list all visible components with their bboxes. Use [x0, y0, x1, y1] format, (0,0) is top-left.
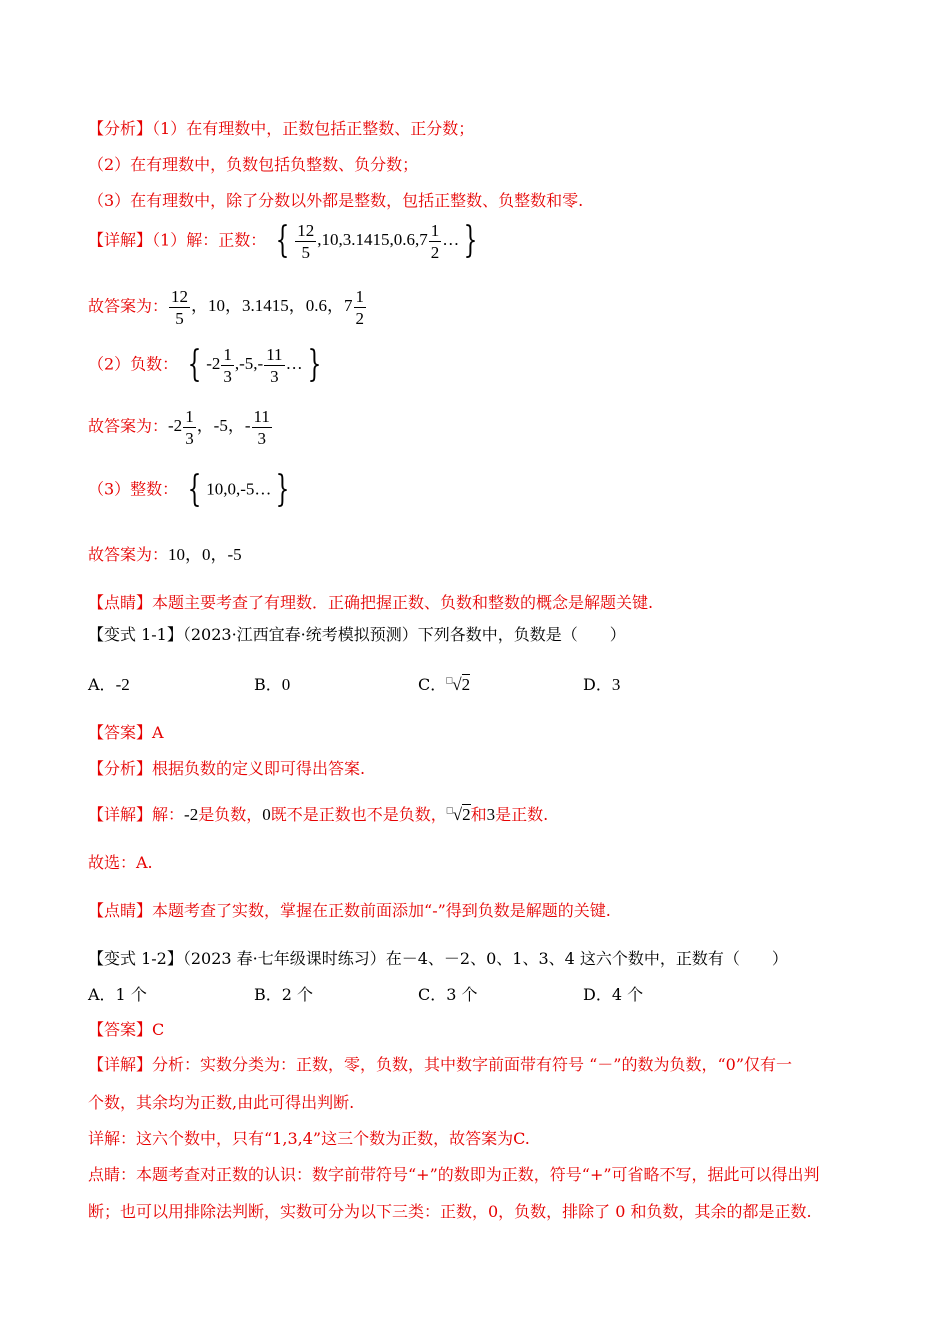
option-b[interactable]: B．0 [254, 675, 291, 694]
detail-1-1: 【详解】解：-2是负数，0既不是正数也不是负数，□√2和3是正数. [88, 805, 549, 824]
detail-line-3: （3）整数： { 10,0,-5… } [88, 469, 290, 510]
detail-1-2-line-2: 个数，其余均为正数,由此可得出判断. [88, 1093, 355, 1112]
detail-line-2: （2）负数： { -2 $\frac{1}{3}$ ,-5,- $\frac{11}{3}$ … } [88, 343, 321, 386]
detail-line-1: 【详解】（1）解：正数： { $\frac{12}{5}$ ,10,3.1415,0.6,7 $\frac{1}{2}$ … } [88, 219, 478, 262]
option-d[interactable]: D．3 [583, 675, 621, 694]
detail-1-2-line-3: 详解：这六个数中，只有“1,3,4”这三个数为正数，故答案为C. [88, 1129, 530, 1148]
point-line-1: 【点睛】本题主要考查了有理数．正确把握正数、负数和整数的概念是解题关键. [88, 593, 654, 612]
analysis-line-2: （2）在有理数中，负数包括负整数、负分数； [88, 155, 419, 174]
option-c-1-2[interactable]: C．3 个 [418, 985, 478, 1004]
detail-1-2-line-5: 断；也可以用排除法判断，实数可分为以下三类：正数，0，负数，排除了 0 和负数，其余的都是正数. [88, 1202, 812, 1221]
option-a[interactable]: A．-2 [88, 675, 130, 694]
integer-set: 10,0,-5… [206, 479, 272, 499]
analysis-tag: 【分析】 [88, 119, 153, 138]
analysis-line-3: （3）在有理数中，除了分数以外都是整数，包括正整数、负整数和零. [88, 191, 584, 210]
option-c[interactable]: C．□√2 [418, 675, 471, 694]
question-1-2: 【变式 1-2】（2023 春·七年级课时练习）在－4、－2、0、1、3、4 这六个数中，正数有（ ） [88, 949, 788, 968]
answer-1-1: 【答案】A [88, 723, 164, 742]
analysis-1-1: 【分析】根据负数的定义即可得出答案. [88, 759, 366, 778]
detail-1-2-line-4: 点睛：本题考查对正数的认识：数字前带符号“+”的数即为正数，符号“+”可省略不写，据此可以得出判 [88, 1165, 820, 1184]
answer-line-2: 故答案为：-2 $\frac{1}{3}$ ，-5，- $\frac{11}{3}$ [88, 407, 270, 448]
option-d-1-2[interactable]: D．4 个 [583, 985, 644, 1004]
positive-set: $\frac{12}{5}$ ,10,3.1415,0.6,7 $\frac{1}{2}$ … [297, 221, 460, 262]
negative-set: -2 $\frac{1}{3}$ ,-5,- $\frac{11}{3}$ … [206, 345, 303, 386]
option-b-1-2[interactable]: B．2 个 [254, 985, 314, 1004]
option-a-1-2[interactable]: A．1 个 [88, 985, 147, 1004]
question-1-1: 【变式 1-1】（2023·江西宜春·统考模拟预测）下列各数中，负数是（ ） [88, 625, 626, 644]
analysis-line-1: 【分析】（1）在有理数中，正数包括正整数、正分数； [88, 119, 475, 138]
answer-line-3: 故答案为：10，0，-5 [88, 545, 242, 564]
point-1-1: 【点睛】本题考查了实数，掌握在正数前面添加“-”得到负数是解题的关键. [88, 901, 611, 920]
detail-1-2-line-1: 【详解】分析：实数分类为：正数，零，负数，其中数字前面带有符号 “－”的数为负数，“0”仅有一 [88, 1055, 793, 1074]
answer-line-1: 故答案为： $\frac{12}{5}$ ，10，3.1415，0.6，7 $\frac{1}{2}$ [88, 287, 365, 328]
choose-1-1: 故选：A. [88, 853, 153, 872]
answer-1-2: 【答案】C [88, 1020, 165, 1039]
